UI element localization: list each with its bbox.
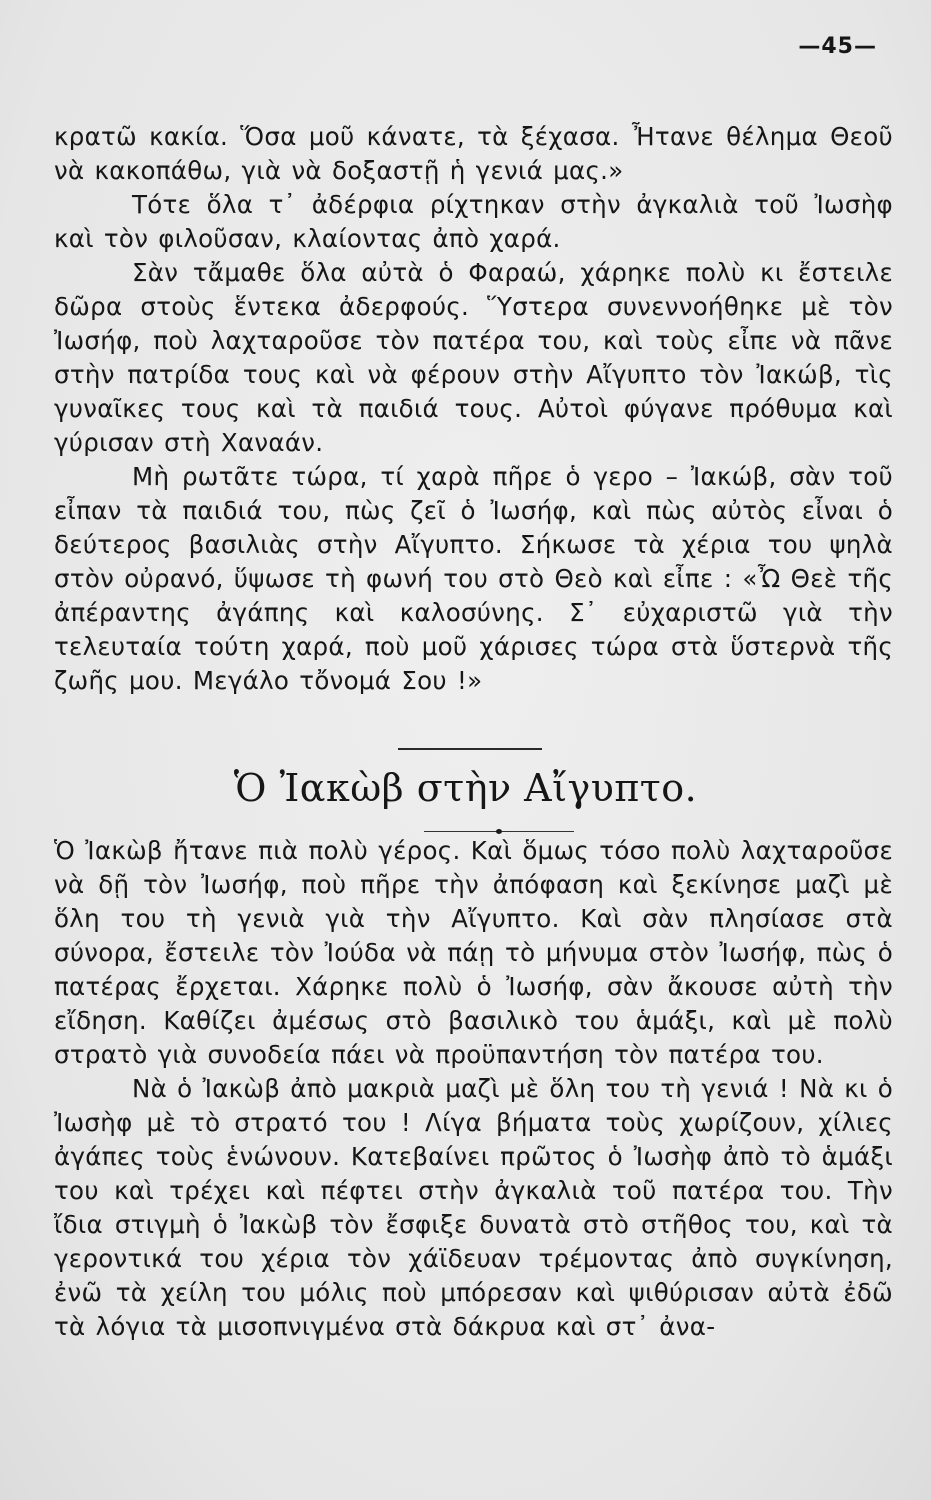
paragraph: Σὰν τἄμαθε ὅλα αὐτὰ ὁ Φαραώ, χάρηκε πολὺ κι ἔστειλε δῶρα στοὺς ἕντεκα ἀδερφούς. Ὕστερα συνεννοήθηκε μὲ τὸν Ἰωσήφ, ποὺ λαχταροῦσε τὸν πατέρα του, καὶ τοὺς εἶπε νὰ πᾶνε στὴν πατρίδα τους καὶ νὰ φέρουν στὴν Αἴγυπτο τὸν Ἰακώβ, τὶς γυναῖκες τους καὶ τὰ παιδιά τους. Αὐτοὶ φύγανε πρόθυμα καὶ γύρισαν στὴ Χαναάν.	[54, 258, 893, 457]
paragraph: Τότε ὅλα τ᾿ ἀδέρφια ρίχτηκαν στὴν ἀγκαλιὰ τοῦ Ἰωσὴφ καὶ τὸν φιλοῦσαν, κλαίοντας ἀπὸ χαρά.	[54, 190, 893, 253]
paragraph: Νὰ ὁ Ἰακὼβ ἀπὸ μακριὰ μαζὶ μὲ ὅλη του τὴ γενιά ! Νὰ κι ὁ Ἰωσὴφ μὲ τὸ στρατό του ! Λίγα βήματα τοὺς χωρίζουν, χίλιες ἀγάπες τοὺς ἑνώνουν. Κατεβαίνει πρῶτος ὁ Ἰωσὴφ ἀπὸ τὸ ἁμάξι του καὶ τρέχει καὶ πέφτει στὴν ἀγκαλιὰ τοῦ πατέρα του. Τὴν ἴδια στιγμὴ ὁ Ἰακὼβ τὸν ἔσφιξε δυνατὰ στὸ στῆθος του, καὶ τὰ γεροντικά του χέρια τὸν χάϊδευαν τρέμοντας ἀπὸ συγκίνηση, ἐνῶ τὰ χείλη του μόλις ποὺ μπόρεσαν καὶ ψιθύρισαν αὐτὰ ἐδῶ τὰ λόγια τὰ μισοπνιγμένα στὰ δάκρυα καὶ στ᾿ ἀνα-	[54, 1074, 893, 1341]
text-block-top	[54, 120, 893, 698]
page-number: —45—	[798, 34, 877, 59]
section-title: Ὁ Ἰακὼβ στὴν Αἴγυπτο.	[233, 766, 698, 810]
paragraph: κρατῶ κακία. Ὅσα μοῦ κάνατε, τὰ ξέχασα. Ἦτανε θέλημα Θεοῦ νὰ κακοπάθω, γιὰ νὰ δοξαστῇ ἡ γενιά μας.»	[54, 122, 893, 185]
paragraph: Ὁ Ἰακὼβ ἤτανε πιὰ πολὺ γέρος. Καὶ ὅμως τόσο πολὺ λαχταροῦσε νὰ δῇ τὸν Ἰωσήφ, ποὺ πῆρε τὴν ἀπόφαση καὶ ξεκίνησε μαζὶ μὲ ὅλη του τὴ γενιὰ γιὰ τὴν Αἴγυπτο. Καὶ σὰν πλησίασε στὰ σύνορα, ἔστειλε τὸν Ἰούδα νὰ πάῃ τὸ μήνυμα στὸν Ἰωσήφ, πὼς ὁ πατέρας ἔρχεται. Χάρηκε πολὺ ὁ Ἰωσήφ, σὰν ἄκουσε αὐτὴ τὴν εἴδηση. Καθίζει ἀμέσως στὸ βασιλικὸ του ἁμάξι, καὶ μὲ πολὺ στρατὸ γιὰ συνοδεία πάει νὰ προϋπαντήση τὸν πατέρα του.	[54, 836, 893, 1069]
paragraph: Μὴ ρωτᾶτε τώρα, τί χαρὰ πῆρε ὁ γερο – Ἰακώβ, σὰν τοῦ εἶπαν τὰ παιδιά του, πὼς ζεῖ ὁ Ἰωσήφ, καὶ πὼς αὐτὸς εἶναι ὁ δεύτερος βασιλιὰς στὴν Αἴγυπτο. Σήκωσε τὰ χέρια του ψηλὰ στὸν οὐρανό, ὕψωσε τὴ φωνή του στὸ Θεὸ καὶ εἶπε : «Ὦ Θεὲ τῆς ἀπέραντης ἀγάπης καὶ καλοσύνης. Σ᾿ εὐχαριστῶ γιὰ τὴν τελευταία τούτη χαρά, ποὺ μοῦ χάρισες τώρα στὰ ὕστερνὰ τῆς ζωῆς μου. Μεγάλο τὄνομά Σου !»	[54, 462, 893, 695]
section-divider-rule	[398, 748, 542, 750]
text-block-bottom	[54, 834, 893, 1344]
